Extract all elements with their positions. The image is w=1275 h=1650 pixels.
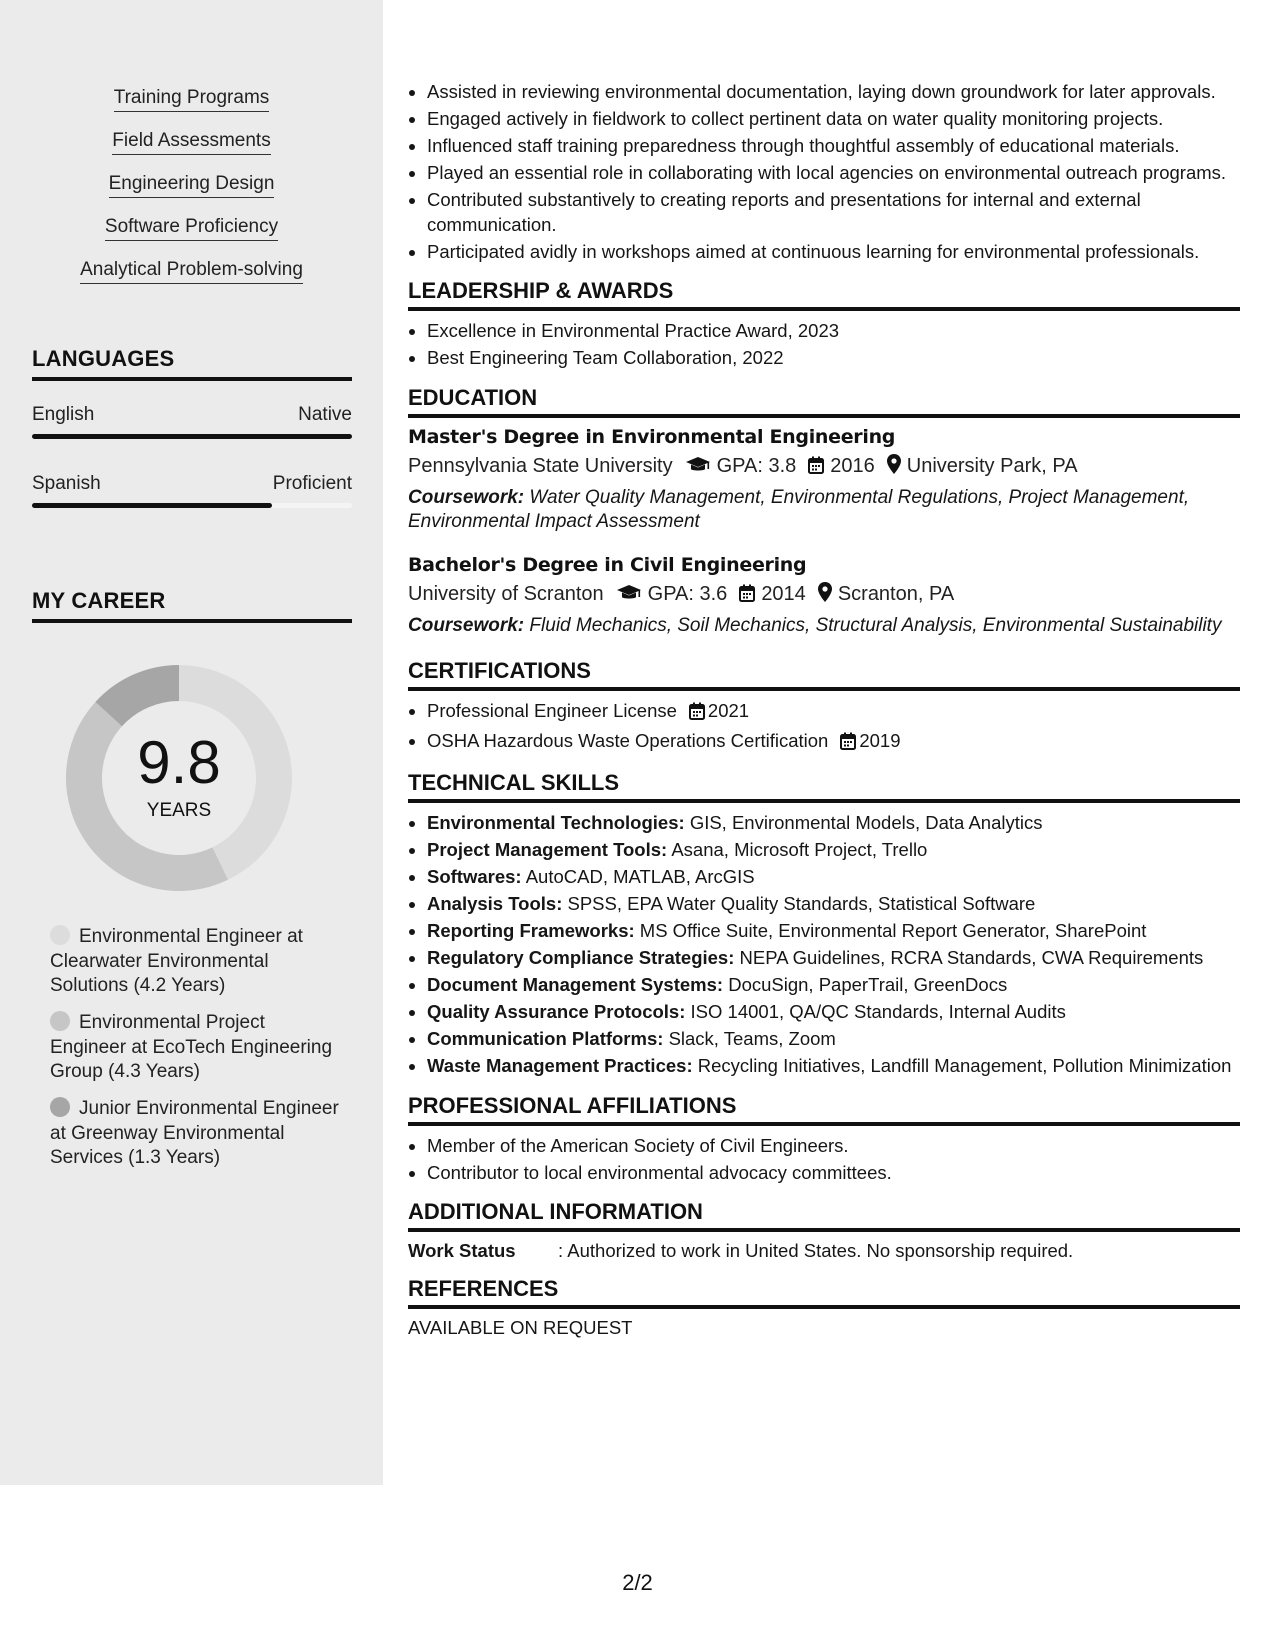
certification-name: OSHA Hazardous Waste Operations Certification [427, 729, 829, 751]
main-content [408, 80, 1240, 1339]
skill-values: MS Office Suite, Environmental Report Generator, SharePoint [639, 920, 1147, 941]
language-name: English [32, 404, 95, 425]
calendar-icon [739, 583, 755, 609]
skill-category: Project Management Tools: [427, 839, 668, 860]
technical-skill-item [427, 1027, 1240, 1052]
career-item-text: Environmental Engineer at Clearwater Environmental Solutions (4.2 Years) [50, 926, 303, 996]
skill-values: Slack, Teams, Zoom [668, 1028, 836, 1049]
technical-skill-item [427, 1000, 1240, 1025]
work-status-label: Work Status [408, 1240, 516, 1261]
skill-category: Analysis Tools: [427, 893, 563, 914]
graduation-year: 2016 [830, 454, 875, 477]
experience-bullet: • Engaged actively in fieldwork to collect pertinent data on water quality monitoring projects. [427, 107, 1240, 132]
coursework [408, 486, 1240, 534]
career-item [50, 1011, 340, 1085]
awards-list [408, 319, 1240, 371]
calendar-icon [840, 732, 856, 757]
skill-values: GIS, Environmental Models, Data Analytics [689, 812, 1043, 833]
skill-category: Softwares: [427, 866, 522, 887]
skill-category: Regulatory Compliance Strategies: [427, 947, 735, 968]
education-entry [408, 554, 1240, 638]
location-pin-icon [818, 582, 832, 609]
career-item-text: Environmental Project Engineer at EcoTech Engineering Group (4.3 Years) [50, 1012, 333, 1082]
gpa: GPA: 3.6 [647, 582, 728, 605]
skill-category: Communication Platforms: [427, 1028, 664, 1049]
school-location: Scranton, PA [837, 582, 955, 605]
skill-category: Document Management Systems: [427, 974, 724, 995]
skill-values: Recycling Initiatives, Landfill Management, Pollution Minimization [697, 1055, 1232, 1076]
career-item [50, 1097, 340, 1171]
additional-info-heading: ADDITIONAL INFORMATION [408, 1199, 1240, 1232]
skill-category: Reporting Frameworks: [427, 920, 635, 941]
affiliation-item: • Member of the American Society of Civil Engineers. [427, 1134, 1240, 1159]
graduation-cap-icon [616, 583, 642, 609]
calendar-icon [689, 702, 705, 727]
technical-skills-heading: TECHNICAL SKILLS [408, 770, 1240, 803]
skill-values: AutoCAD, MATLAB, ArcGIS [525, 866, 755, 887]
references-heading: REFERENCES [408, 1276, 1240, 1309]
career-item [50, 925, 340, 999]
skill-tag: Software Proficiency [105, 215, 278, 241]
skill-values: NEPA Guidelines, RCRA Standards, CWA Requirements [739, 947, 1204, 968]
experience-bullet: • Participated avidly in workshops aimed at continuous learning for environmental professionals. [427, 240, 1240, 265]
skill-values: SPSS, EPA Water Quality Standards, Statistical Software [567, 893, 1036, 914]
graduation-cap-icon [685, 455, 711, 481]
language-level: Proficient [272, 473, 352, 494]
references-text: AVAILABLE ON REQUEST [408, 1317, 633, 1338]
skill-category: Environmental Technologies: [427, 812, 685, 833]
skill-tag: Training Programs [114, 86, 270, 112]
career-donut-chart [66, 665, 292, 891]
career-years-label: YEARS [146, 800, 212, 821]
skill-tag: Field Assessments [112, 129, 270, 155]
graduation-year: 2014 [761, 582, 806, 605]
career-item-text: Junior Environmental Engineer at Greenway Environmental Services (1.3 Years) [50, 1098, 339, 1168]
certification-name: Professional Engineer License [427, 699, 677, 721]
skill-values: ISO 14001, QA/QC Standards, Internal Audits [690, 1001, 1066, 1022]
experience-bullet: • Played an essential role in collaborating with local agencies on environmental outreach programs. [427, 161, 1240, 186]
technical-skill-item [427, 973, 1240, 998]
language-bar [32, 434, 352, 439]
certifications-heading: CERTIFICATIONS [408, 658, 1240, 691]
language-level: Native [298, 404, 352, 425]
sidebar [0, 0, 383, 1485]
affiliations-heading: PROFESSIONAL AFFILIATIONS [408, 1093, 1240, 1126]
technical-skill-item [427, 1054, 1240, 1079]
award-item: • Best Engineering Team Collaboration, 2022 [427, 346, 1240, 371]
certifications-list [408, 699, 1240, 757]
skills-list [0, 86, 383, 301]
coursework-text: Fluid Mechanics, Soil Mechanics, Structural Analysis, Environmental Sustainability [529, 614, 1222, 636]
experience-bullets [408, 80, 1240, 264]
technical-skill-item [427, 865, 1240, 890]
work-status-row [408, 1240, 1240, 1262]
school-location: University Park, PA [906, 454, 1078, 477]
technical-skill-item [427, 838, 1240, 863]
page-number: 2/2 [622, 1570, 653, 1595]
experience-bullet: • Contributed substantively to creating reports and presentations for internal and external communication. [427, 188, 1240, 237]
technical-skill-item [427, 919, 1240, 944]
certification-year: 2021 [707, 699, 750, 721]
language-name: Spanish [32, 473, 101, 494]
education-meta [408, 453, 1240, 481]
skill-values: Asana, Microsoft Project, Trello [671, 839, 928, 860]
skill-tag: Analytical Problem-solving [80, 258, 303, 284]
legend-dot [50, 925, 70, 945]
degree-title: Master's Degree in Environmental Engineering [408, 425, 896, 448]
awards-heading: LEADERSHIP & AWARDS [408, 278, 1240, 311]
technical-skill-item [427, 946, 1240, 971]
education-heading: EDUCATION [408, 385, 1240, 418]
language-bar-fill [32, 434, 352, 439]
language-row [32, 404, 352, 426]
calendar-icon [808, 455, 824, 481]
languages-heading: LANGUAGES [32, 346, 352, 381]
gpa: GPA: 3.8 [716, 454, 797, 477]
degree-title: Bachelor's Degree in Civil Engineering [408, 553, 807, 576]
coursework-label: Coursework: [408, 486, 525, 508]
legend-dot [50, 1011, 70, 1031]
work-status-value: : Authorized to work in United States. No sponsorship required. [558, 1240, 1074, 1261]
skill-category: Waste Management Practices: [427, 1055, 693, 1076]
affiliations-list [408, 1134, 1240, 1186]
coursework [408, 614, 1240, 638]
language-row [32, 473, 352, 495]
language-bar-fill [32, 503, 272, 508]
skill-values: DocuSign, PaperTrail, GreenDocs [728, 974, 1008, 995]
certification-year: 2019 [859, 729, 901, 751]
location-pin-icon [887, 454, 901, 481]
coursework-text: Water Quality Management, Environmental Regulations, Project Management, Environmental Impact Assessment [408, 486, 1190, 532]
technical-skill-item [427, 892, 1240, 917]
career-heading: MY CAREER [32, 588, 352, 623]
technical-skills-list [408, 811, 1240, 1079]
education-meta [408, 581, 1240, 609]
certification-item [427, 699, 1240, 727]
award-item: • Excellence in Environmental Practice Award, 2023 [427, 319, 1240, 344]
experience-bullet: • Assisted in reviewing environmental documentation, laying down groundwork for later approvals. [427, 80, 1240, 105]
certification-item [427, 729, 1240, 757]
technical-skill-item [427, 811, 1240, 836]
education-entry [408, 426, 1240, 534]
coursework-label: Coursework: [408, 614, 525, 636]
experience-bullet: • Influenced staff training preparedness through thoughtful assembly of educational materials. [427, 134, 1240, 159]
school-name: University of Scranton [408, 582, 604, 605]
affiliation-item: • Contributor to local environmental advocacy committees. [427, 1161, 1240, 1186]
language-bar [32, 503, 352, 508]
legend-dot [50, 1097, 70, 1117]
skill-tag: Engineering Design [109, 172, 275, 198]
skill-category: Quality Assurance Protocols: [427, 1001, 686, 1022]
school-name: Pennsylvania State University [408, 454, 673, 477]
career-total-years: 9.8 [137, 729, 221, 796]
